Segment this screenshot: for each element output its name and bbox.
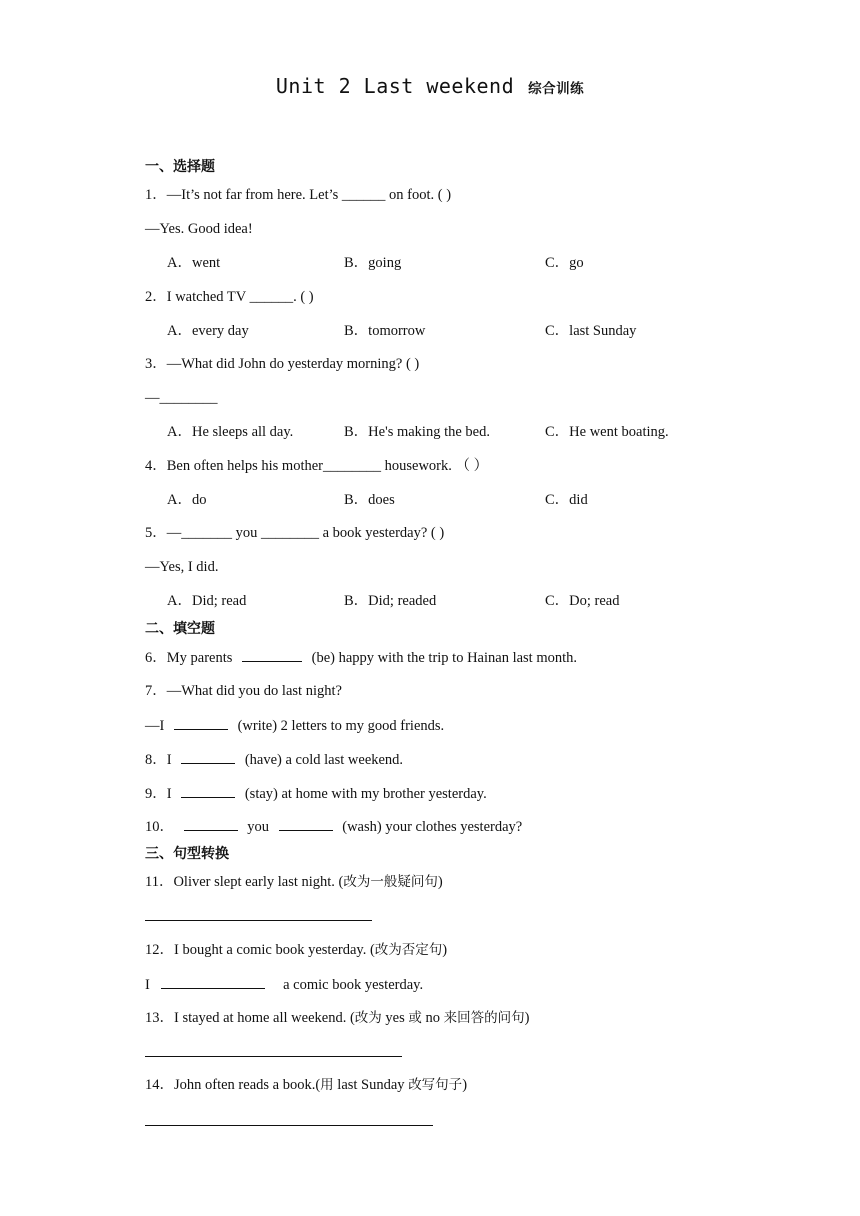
question-3-reply: —________ xyxy=(145,390,218,406)
question-8 xyxy=(145,749,403,770)
question-1-reply: —Yes. Good idea! xyxy=(145,221,253,237)
question-9 xyxy=(145,783,487,804)
question-4-option-a: A．do xyxy=(167,492,207,508)
question-13 xyxy=(145,1008,529,1028)
question-2: 2．I watched TV ______. ( ) xyxy=(145,289,314,305)
question-11-paren: ) xyxy=(437,874,443,890)
section-heading-fill-in: 二、填空题 xyxy=(145,621,215,637)
question-14-instruction-1: 用 xyxy=(320,1077,334,1093)
answer-line[interactable] xyxy=(145,1056,402,1057)
answer-line[interactable] xyxy=(145,1125,433,1126)
question-2-option-b: B．tomorrow xyxy=(344,323,426,339)
question-5-option-a: A．Did; read xyxy=(167,593,247,609)
question-10-suffix: (wash) your clothes yesterday? xyxy=(342,819,523,835)
answer-blank[interactable] xyxy=(174,715,228,730)
question-14-phrase: last Sunday xyxy=(333,1077,409,1093)
question-1: 1．—It’s not far from here. Let’s ______ on foot. ( ) xyxy=(145,187,452,203)
question-14-text: 14．John often reads a book.( xyxy=(145,1077,321,1093)
question-5-reply: —Yes, I did. xyxy=(145,559,219,575)
question-13-paren: ) xyxy=(524,1010,530,1026)
section-heading-choice: 一、选择题 xyxy=(145,159,215,175)
question-12-text: 12．I bought a comic book yesterday. ( xyxy=(145,942,375,958)
answer-blank[interactable] xyxy=(161,974,265,989)
question-9-suffix: (stay) at home with my brother yesterday. xyxy=(244,786,487,802)
question-12-answer xyxy=(145,974,423,995)
question-13-yes: yes xyxy=(381,1010,409,1026)
question-13-no: no xyxy=(421,1010,444,1026)
question-12-instruction: 改为否定句 xyxy=(374,942,443,958)
page-title xyxy=(0,74,860,98)
question-10-middle: you xyxy=(247,819,269,835)
question-1-option-c: C．go xyxy=(545,255,584,271)
question-13-instruction-3: 来回答的问句 xyxy=(443,1010,525,1026)
question-3-option-b: B．He's making the bed. xyxy=(344,424,490,440)
question-5-option-c: C．Do; read xyxy=(545,593,620,609)
question-3-option-a: A．He sleeps all day. xyxy=(167,424,294,440)
question-12-suffix: a comic book yesterday. xyxy=(283,977,424,993)
question-12-prefix: I xyxy=(145,977,150,993)
question-14-instruction-2: 改写句子 xyxy=(408,1077,463,1093)
question-4-option-c: C．did xyxy=(545,492,588,508)
question-7-reply xyxy=(145,715,444,736)
title-chinese: 综合训练 xyxy=(528,81,585,97)
question-13-text: 13．I stayed at home all weekend. ( xyxy=(145,1010,355,1026)
question-7: 7．—What did you do last night? xyxy=(145,683,342,699)
question-11-text: 11．Oliver slept early last night. ( xyxy=(145,874,344,890)
answer-blank[interactable] xyxy=(184,816,238,831)
answer-blank[interactable] xyxy=(279,816,333,831)
question-6 xyxy=(145,647,577,668)
question-4-option-b: B．does xyxy=(344,492,395,508)
question-9-prefix: 9．I xyxy=(145,786,172,802)
question-11-instruction: 改为一般疑问句 xyxy=(343,874,438,890)
answer-blank[interactable] xyxy=(181,783,235,798)
question-6-suffix: (be) happy with the trip to Hainan last month. xyxy=(311,650,578,666)
answer-blank[interactable] xyxy=(181,749,235,764)
question-14-paren: ) xyxy=(462,1077,468,1093)
question-3-option-c: C．He went boating. xyxy=(545,424,669,440)
question-10-prefix: 10． xyxy=(145,819,174,835)
title-english: Unit 2 Last weekend xyxy=(275,74,515,98)
question-8-prefix: 8．I xyxy=(145,752,172,768)
question-1-option-a: A．went xyxy=(167,255,221,271)
question-12 xyxy=(145,940,447,960)
question-3: 3．—What did John do yesterday morning? ( ) xyxy=(145,356,420,372)
question-1-option-b: B．going xyxy=(344,255,402,271)
question-2-option-a: A．every day xyxy=(167,323,249,339)
question-11 xyxy=(145,872,443,892)
question-2-option-c: C．last Sunday xyxy=(545,323,637,339)
question-6-prefix: 6．My parents xyxy=(145,650,233,666)
question-13-instruction-2: 或 xyxy=(408,1010,422,1026)
question-14 xyxy=(145,1075,467,1095)
question-5-option-b: B．Did; readed xyxy=(344,593,437,609)
question-7-prefix: —I xyxy=(145,718,165,734)
question-8-suffix: (have) a cold last weekend. xyxy=(244,752,404,768)
question-7-suffix: (write) 2 letters to my good friends. xyxy=(237,718,445,734)
answer-blank[interactable] xyxy=(242,647,302,662)
answer-line[interactable] xyxy=(145,920,372,921)
question-12-paren: ) xyxy=(442,942,448,958)
question-4: 4．Ben often helps his mother________ housework. （ ） xyxy=(145,458,489,474)
question-13-instruction-1: 改为 xyxy=(354,1010,382,1026)
question-10 xyxy=(145,816,522,837)
section-heading-sentence-transform: 三、句型转换 xyxy=(145,846,229,862)
question-5: 5．—_______ you ________ a book yesterday? ( ) xyxy=(145,525,445,541)
